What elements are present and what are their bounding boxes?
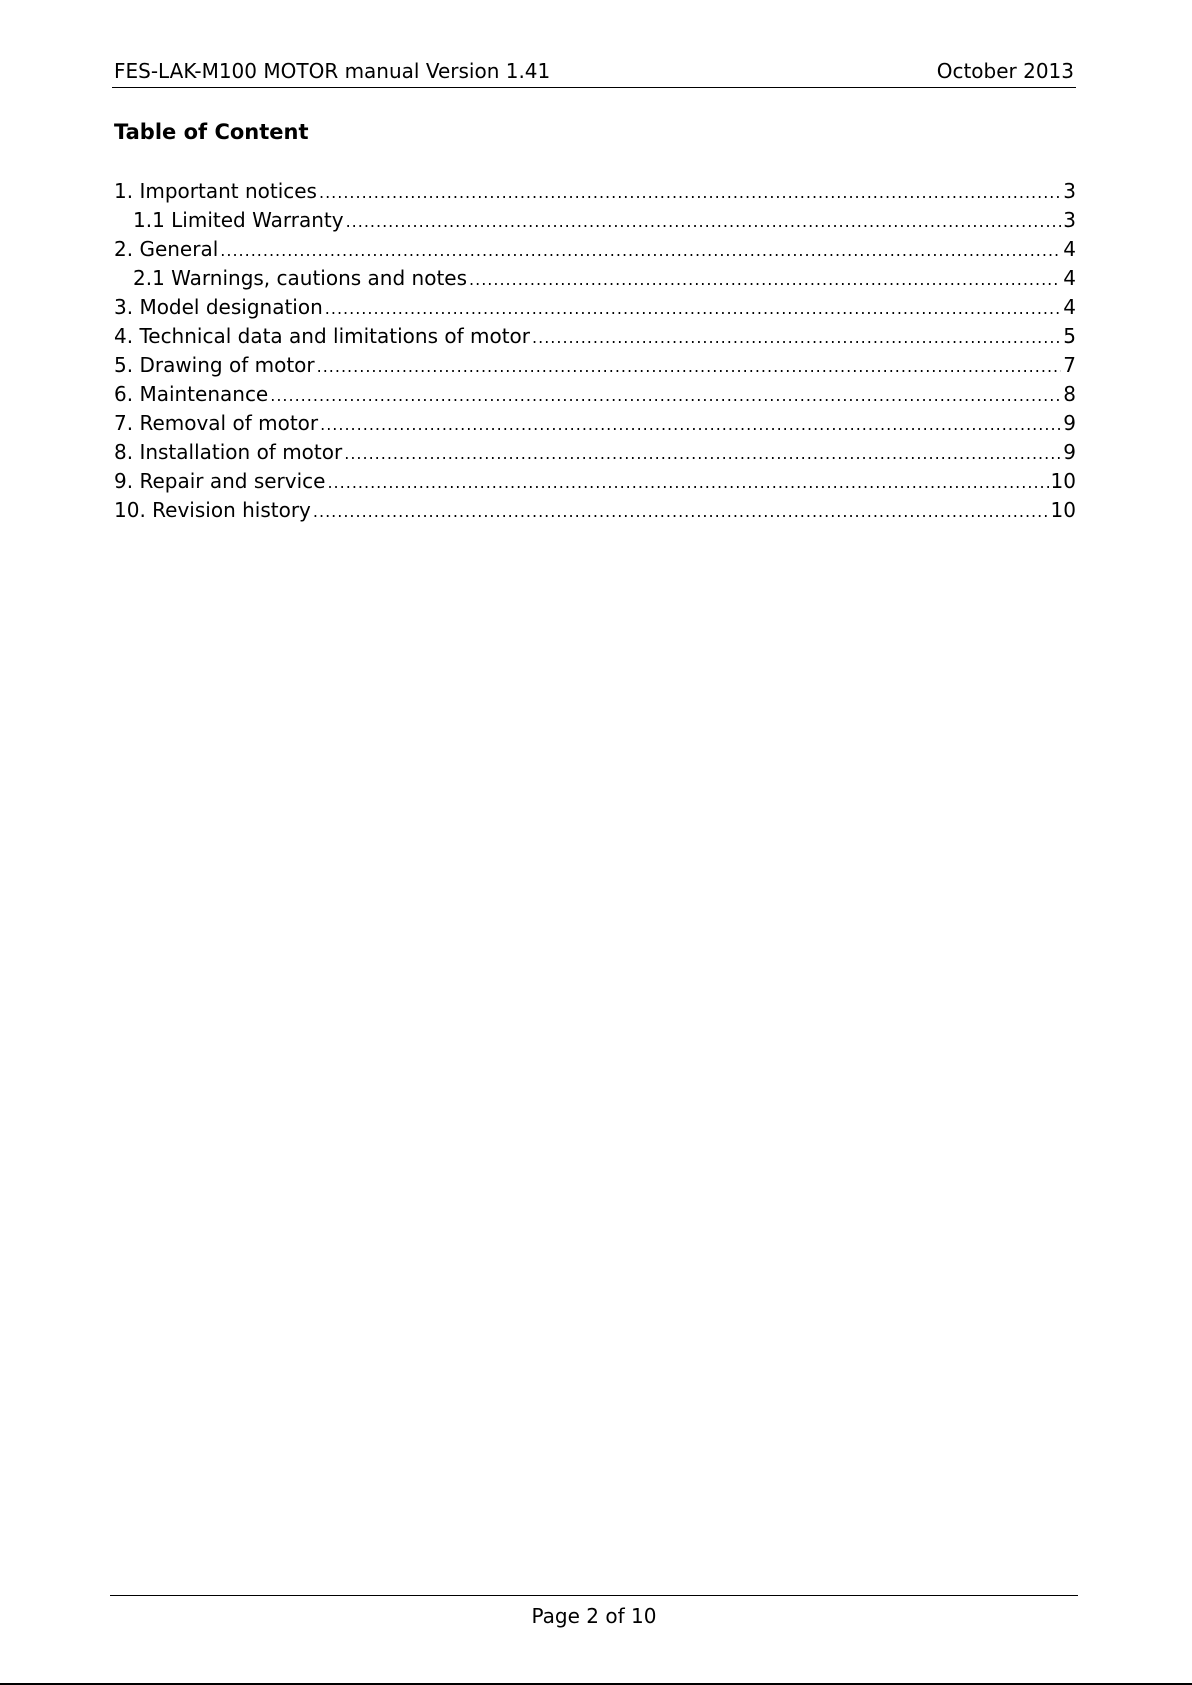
toc-entry-label: 2.1 Warnings, cautions and notes — [133, 266, 468, 290]
toc-heading: Table of Content — [114, 120, 309, 144]
toc-entry-label: 8. Installation of motor — [114, 440, 343, 464]
toc-entry-label: 5. Drawing of motor — [114, 353, 315, 377]
toc-entry[interactable] — [114, 264, 1076, 293]
toc-entry[interactable] — [114, 293, 1076, 322]
toc-entry-label: 1. Important notices — [114, 179, 317, 203]
toc-entry-label: 10. Revision history — [114, 498, 311, 522]
toc-entry-page: 8 — [1063, 382, 1076, 406]
page-header — [112, 58, 1076, 88]
toc-dot-leader — [327, 468, 1048, 497]
toc-dot-leader — [313, 497, 1049, 526]
toc-dot-leader — [344, 439, 1061, 468]
toc-entry-page: 7 — [1063, 353, 1076, 377]
toc-dot-leader — [320, 410, 1061, 439]
document-date: October 2013 — [936, 59, 1074, 83]
toc-entry[interactable] — [114, 322, 1076, 351]
toc-entry-page: 9 — [1063, 411, 1076, 435]
toc-entry-page: 4 — [1063, 237, 1076, 261]
toc-dot-leader — [220, 236, 1061, 265]
toc-entry[interactable] — [114, 438, 1076, 467]
toc-entry[interactable] — [114, 496, 1076, 525]
toc-entry-page: 10 — [1050, 469, 1076, 493]
toc-entry-page: 3 — [1063, 179, 1076, 203]
toc-dot-leader — [270, 381, 1061, 410]
toc-entry-label: 3. Model designation — [114, 295, 323, 319]
toc-entry-label: 4. Technical data and limitations of motor — [114, 324, 531, 348]
toc-entry-page: 4 — [1063, 295, 1076, 319]
toc-entry-label: 7. Removal of motor — [114, 411, 319, 435]
toc-entry-page: 5 — [1063, 324, 1076, 348]
toc-entry[interactable] — [114, 380, 1076, 409]
toc-entry-page: 10 — [1050, 498, 1076, 522]
toc-dot-leader — [325, 294, 1062, 323]
toc-entry-page: 4 — [1063, 266, 1076, 290]
toc-entry[interactable] — [114, 351, 1076, 380]
toc-entry-label: 9. Repair and service — [114, 469, 326, 493]
toc-dot-leader — [317, 352, 1062, 381]
document-title: FES-LAK-M100 MOTOR manual Version 1.41 — [114, 59, 551, 83]
toc-entry[interactable] — [114, 177, 1076, 206]
toc-dot-leader — [346, 207, 1062, 236]
toc-entry-label: 2. General — [114, 237, 219, 261]
table-of-contents — [114, 177, 1076, 525]
toc-entry[interactable] — [114, 409, 1076, 438]
toc-entry[interactable] — [114, 206, 1076, 235]
toc-dot-leader — [532, 323, 1061, 352]
toc-entry-page: 9 — [1063, 440, 1076, 464]
page-number: Page 2 of 10 — [531, 1604, 657, 1628]
toc-dot-leader — [469, 265, 1061, 294]
toc-dot-leader — [319, 178, 1061, 207]
page-footer — [110, 1595, 1078, 1629]
toc-entry[interactable] — [114, 467, 1076, 496]
toc-entry-label: 6. Maintenance — [114, 382, 269, 406]
toc-entry-label: 1.1 Limited Warranty — [133, 208, 344, 232]
toc-entry-page: 3 — [1063, 208, 1076, 232]
toc-entry[interactable] — [114, 235, 1076, 264]
